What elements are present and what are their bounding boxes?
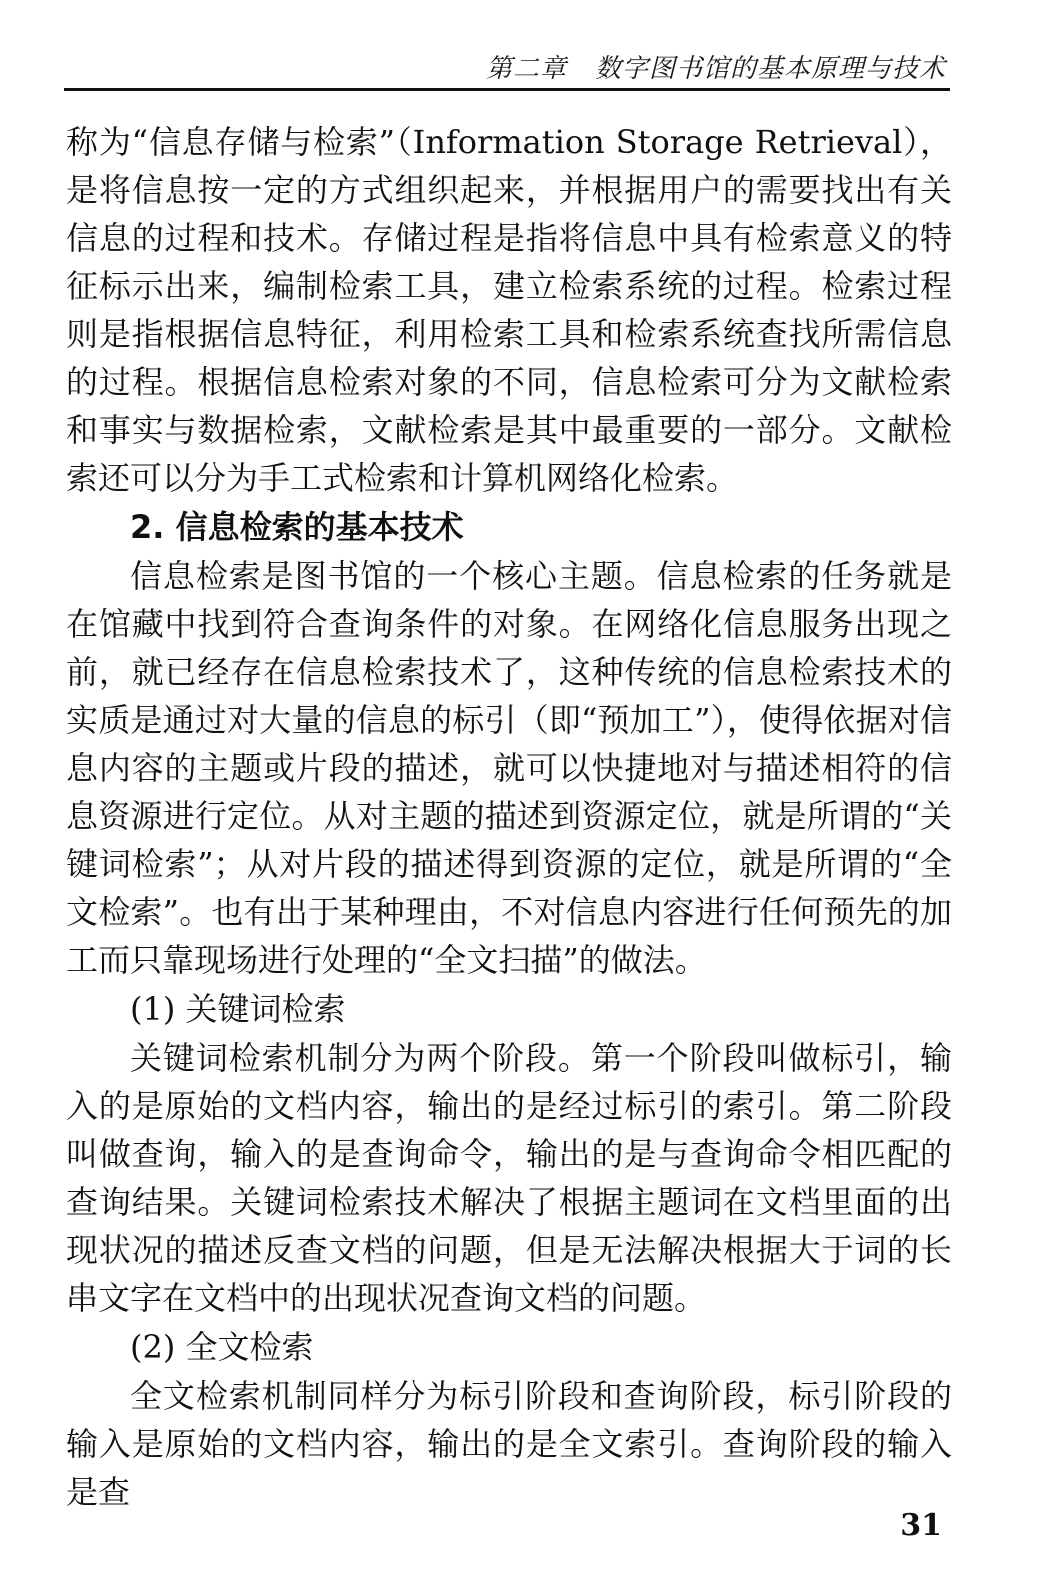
page-number: 31 — [900, 1508, 942, 1543]
running-head-title: 数字图书馆的基本原理与技术 — [594, 54, 946, 84]
header-rule — [64, 88, 950, 91]
running-head — [486, 48, 946, 85]
subsection-heading-keyword: (1) 关键词检索 — [130, 990, 346, 1028]
paragraph-ir-intro: 信息检索是图书馆的一个核心主题。信息检索的任务就是在馆藏中找到符合查询条件的对象。在网络化信息服务出现之前，就已经存在信息检索技术了，这种传统的信息检索技术的实质是通过对大量的信息的标引（即“预加工”），使得依据对信息内容的主题或片段的描述，就可以快捷地对与描述相符的信息资源进行定位。从对主题的描述到资源定位，就是所谓的“关键词检索”；从对片段的描述得到资源的定位，就是所谓的“全文检索”。也有出于某种理由，不对信息内容进行任何预先的加工而只靠现场进行处理的“全文扫描”的做法。 — [66, 557, 952, 979]
section-heading: 2. 信息检索的基本技术 — [130, 508, 464, 546]
running-head-chapter: 第二章 — [485, 54, 567, 84]
body-text — [66, 118, 952, 1516]
paragraph-fulltext-search: 全文检索机制同样分为标引阶段和查询阶段，标引阶段的输入是原始的文档内容，输出的是全文索引。查询阶段的输入是查 — [66, 1377, 952, 1511]
paragraph-continuation: 称为“信息存储与检索”（Information Storage Retrieval），是将信息按一定的方式组织起来，并根据用户的需要找出有关信息的过程和技术。存储过程是指将信息中具有检索意义的特征标示出来，编制检索工具，建立检索系统的过程。检索过程则是指根据信息特征，利用检索工具和检索系统查找所需信息的过程。根据信息检索对象的不同，信息检索可分为文献检索和事实与数据检索，文献检索是其中最重要的一部分。文献检索还可以分为手工式检索和计算机网络化检索。 — [66, 123, 952, 497]
subsection-heading-fulltext: (2) 全文检索 — [130, 1328, 314, 1366]
paragraph-keyword-search: 关键词检索机制分为两个阶段。第一个阶段叫做标引，输入的是原始的文档内容，输出的是经过标引的索引。第二阶段叫做查询，输入的是查询命令，输出的是与查询命令相匹配的查询结果。关键词检索技术解决了根据主题词在文档里面的出现状况的描述反查文档的问题，但是无法解决根据大于词的长串文字在文档中的出现状况查询文档的问题。 — [66, 1039, 952, 1317]
